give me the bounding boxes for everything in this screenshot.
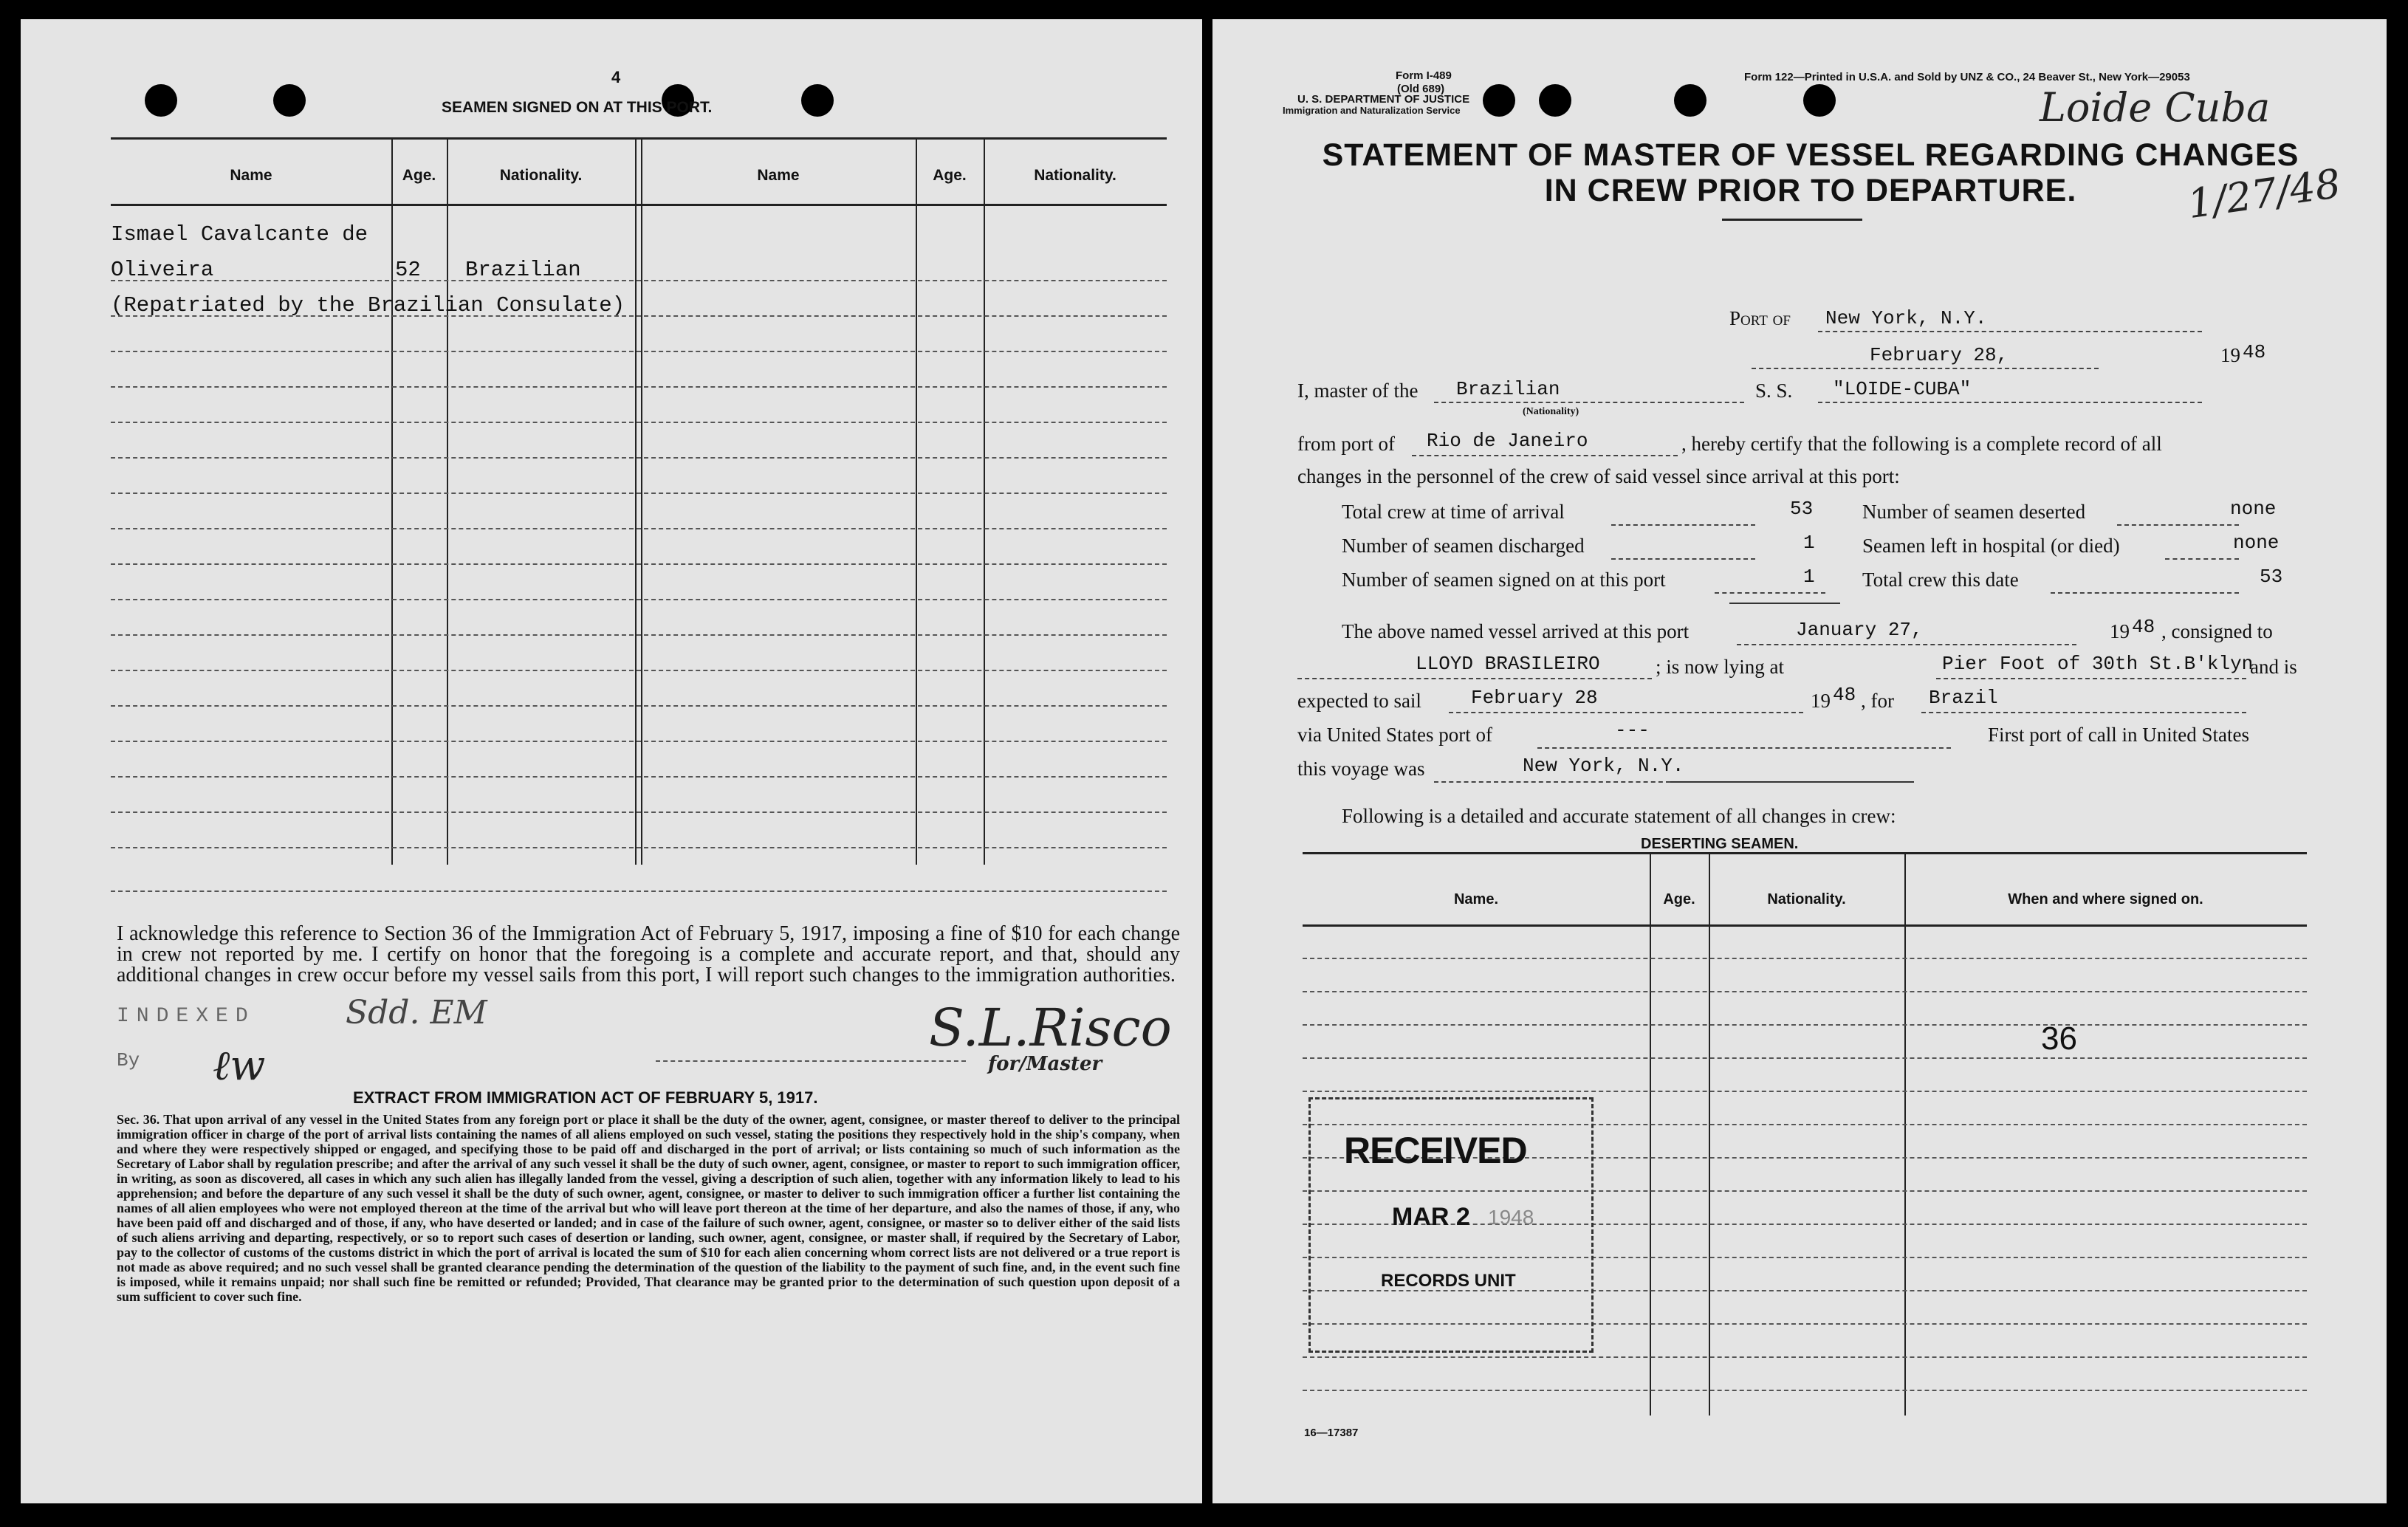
- pier-location: Pier Foot of 30th St.B'klyn: [1942, 653, 2254, 675]
- year-value: 48: [2243, 341, 2266, 363]
- punch-hole: [1483, 84, 1515, 117]
- form-print-number: 16—17387: [1304, 1427, 1359, 1439]
- nationality-caption: (Nationality): [1523, 406, 1579, 417]
- stamp-date: MAR 2: [1392, 1203, 1470, 1231]
- col-header-age: Age.: [1663, 891, 1695, 907]
- for-label: , for: [1861, 690, 1894, 712]
- lying-text: ; is now lying at: [1656, 656, 1784, 678]
- stamp-year: 1948: [1488, 1206, 1534, 1229]
- certify-text: , hereby certify that the following is a complete record of all: [1681, 433, 2162, 455]
- consigned-text: , consigned to: [2161, 620, 2273, 642]
- punch-hole: [801, 84, 834, 117]
- from-label: from port of: [1297, 433, 1395, 455]
- stamp-received: RECEIVED: [1344, 1130, 1527, 1171]
- stamp-unit: RECORDS UNIT: [1381, 1271, 1516, 1291]
- first-port-text: First port of call in United States: [1988, 724, 2249, 746]
- indexed-stamp: INDEXED: [117, 1005, 255, 1028]
- col-header-nationality-2: Nationality.: [1034, 167, 1116, 184]
- department-name: U. S. DEPARTMENT OF JUSTICE: [1297, 93, 1470, 106]
- arrived-year-prefix: 19: [2110, 620, 2130, 642]
- extract-title: EXTRACT FROM IMMIGRATION ACT OF FEBRUARY 5, 1917.: [353, 1088, 818, 1107]
- sail-date: February 28: [1471, 687, 1598, 709]
- ship-name: "LOIDE-CUBA": [1833, 378, 1972, 400]
- deserting-heading: DESERTING SEAMEN.: [1641, 836, 1799, 852]
- seaman-name-cont: Oliveira: [111, 258, 214, 282]
- deserted-value: none: [2230, 498, 2277, 520]
- handwritten-ship-name: Loide Cuba: [2040, 84, 2271, 131]
- punch-hole: [273, 84, 306, 117]
- indexed-by: By: [117, 1049, 140, 1071]
- sail-year: 48: [1833, 684, 1856, 706]
- right-page: [1212, 19, 2387, 1503]
- col-header-nationality: Nationality.: [1767, 891, 1846, 907]
- punch-hole: [1803, 84, 1836, 117]
- from-port: Rio de Janeiro: [1427, 430, 1588, 452]
- expected-label: expected to sail: [1297, 690, 1421, 712]
- punch-hole: [145, 84, 177, 117]
- col-header-nationality: Nationality.: [499, 167, 583, 184]
- consignee: LLOYD BRASILEIRO: [1416, 653, 1600, 675]
- indexer-initials-mark: ℓw: [213, 1042, 266, 1090]
- year-prefix: 19: [2220, 344, 2240, 366]
- seaman-age: 52: [395, 258, 421, 282]
- section-heading: SEAMEN SIGNED ON AT THIS PORT.: [442, 99, 713, 116]
- total-date-label: Total crew this date: [1862, 569, 2019, 591]
- handwritten-date: 1/27/48: [2184, 159, 2344, 228]
- col-header-name: Name.: [1453, 891, 1499, 907]
- voyage-label: this voyage was: [1297, 758, 1425, 780]
- vessel-nationality: Brazilian: [1456, 378, 1560, 400]
- arrived-date: January 27,: [1796, 619, 1923, 641]
- page-number: 4: [611, 68, 621, 86]
- arrived-year: 48: [2132, 616, 2155, 638]
- total-date-value: 53: [2260, 566, 2283, 588]
- master-label: I, master of the: [1297, 380, 1419, 402]
- punch-hole: [1674, 84, 1706, 117]
- deserted-label: Number of seamen deserted: [1862, 501, 2086, 523]
- discharged-label: Number of seamen discharged: [1342, 535, 1585, 557]
- title-line-1: STATEMENT OF MASTER OF VESSEL REGARDING CHANGES: [1322, 137, 2299, 173]
- via-label: via United States port of: [1297, 724, 1492, 746]
- and-is-text: and is: [2250, 656, 2297, 678]
- total-arrival-value: 53: [1790, 498, 1814, 520]
- col-header-signed-on: When and where signed on.: [2008, 891, 2203, 907]
- signed-on-value: 1: [1803, 566, 1815, 588]
- arrived-label: The above named vessel arrived at this port: [1342, 620, 1690, 642]
- signature-role: for/Master: [988, 1053, 1102, 1075]
- left-page: [21, 19, 1202, 1503]
- received-stamp: [1308, 1097, 1594, 1353]
- discharged-value: 1: [1803, 532, 1815, 554]
- page-reference: 36: [2041, 1020, 2077, 1057]
- destination: Brazil: [1929, 687, 1998, 709]
- form-title: [1286, 137, 2335, 208]
- statement-date: February 28,: [1870, 344, 2009, 366]
- hospital-value: none: [2233, 532, 2280, 554]
- handwritten-initials: Sdd. EM: [346, 994, 487, 1032]
- title-rule: [1722, 219, 1862, 221]
- col-header-name: Name: [230, 167, 272, 184]
- col-header-age: Age.: [402, 167, 436, 184]
- acknowledgement-text: I acknowledge this reference to Section 36 of the Immigration Act of February 5, 1917, imposing a fine of $10 for each change in crew not reported by me. I certify on honor that the foregoing is a complete and accurate report, and that, should any additional changes in crew occur before my vessel sails from this port, I will report such changes to the immigration authorities.: [117, 922, 1180, 986]
- seaman-nationality: Brazilian: [465, 258, 581, 282]
- signed-on-label: Number of seamen signed on at this port: [1342, 569, 1666, 591]
- port-label: Port of: [1729, 307, 1791, 329]
- voyage-value: New York, N.Y.: [1523, 755, 1684, 777]
- master-signature: S.L.Risco: [929, 998, 1172, 1058]
- port-value: New York, N.Y.: [1825, 307, 1987, 329]
- form-number-top: Form I-489: [1396, 69, 1452, 82]
- extract-text: Sec. 36. That upon arrival of any vessel in the United States from any foreign port or place it shall be the duty of the owner, agent, consignee, or master thereof to deliver to the principal immigration officer in charge of the port of arrival lists containing the names of all aliens employed on such vessel, stating the positions they respectively hold in the ship's company, when and where they were respectively shipped or engaged, and specifying those to be paid off and discharged in the port of arrival; or lists containing so much of such information as the Secretary of Labor shall by regulation prescribe; and after the arrival of any such vessel it shall be the duty of such owner, agent, consignee, or master to report to such immigration officer, in writing, as soon as discovered, all cases in which any such alien has illegally landed from the vessel, giving a description of such alien, together with any information likely to lead to his apprehension; and before the departure of any such vessel it shall be the duty of such owner, agent, consignee, or master to deliver to such immigration officer a further list containing the names of all alien employees who were not employed thereon at the time of the arrival but who will leave port thereon at the time of her departure, and also the names of those, if any, who have been paid off and discharged and of those, if any, who have deserted or landed; and in case of the failure of such owner, agent, consignee, or master so to deliver either of the said lists of such aliens arriving and departing, respectively, or so to report such cases of desertion or landing, such owner, agent, consignee, or master shall, if required by the Secretary of Labor, pay to the collector of customs of the customs district in which the port of arrival is located the sum of $10 for each alien concerning whom correct lists are not delivered or a true report is not made as above required; and no such vessel shall be granted clearance pending the determination of the question of the liability to the payment of such fine, and, in the event such fine is imposed, while it remains unpaid; nor shall such fine be remitted or refunded; Provided, That clearance may be granted prior to the determination of such question upon deposit of a sum sufficient to cover such fine.: [117, 1112, 1180, 1304]
- hospital-label: Seamen left in hospital (or died): [1862, 535, 2120, 557]
- service-name: Immigration and Naturalization Service: [1283, 105, 1461, 116]
- seaman-name: Ismael Cavalcante de: [111, 222, 368, 247]
- sail-year-prefix: 19: [1811, 690, 1831, 712]
- total-arrival-label: Total crew at time of arrival: [1342, 501, 1565, 523]
- title-line-2: IN CREW PRIOR TO DEPARTURE.: [1544, 173, 2077, 208]
- seaman-note: (Repatriated by the Brazilian Consulate): [111, 293, 625, 318]
- printer-note: Form 122—Printed in U.S.A. and Sold by UNZ & CO., 24 Beaver St., New York—29053: [1744, 71, 2190, 83]
- changes-text: changes in the personnel of the crew of said vessel since arrival at this port:: [1297, 465, 1900, 487]
- ss-label: S. S.: [1755, 380, 1793, 402]
- via-value: ---: [1615, 719, 1650, 741]
- col-header-age-2: Age.: [933, 167, 967, 184]
- col-header-name-2: Name: [757, 167, 800, 184]
- seamen-signed-on-table: [111, 137, 1167, 865]
- form-old-number: (Old 689): [1397, 83, 1445, 95]
- following-text: Following is a detailed and accurate statement of all changes in crew:: [1342, 805, 1896, 827]
